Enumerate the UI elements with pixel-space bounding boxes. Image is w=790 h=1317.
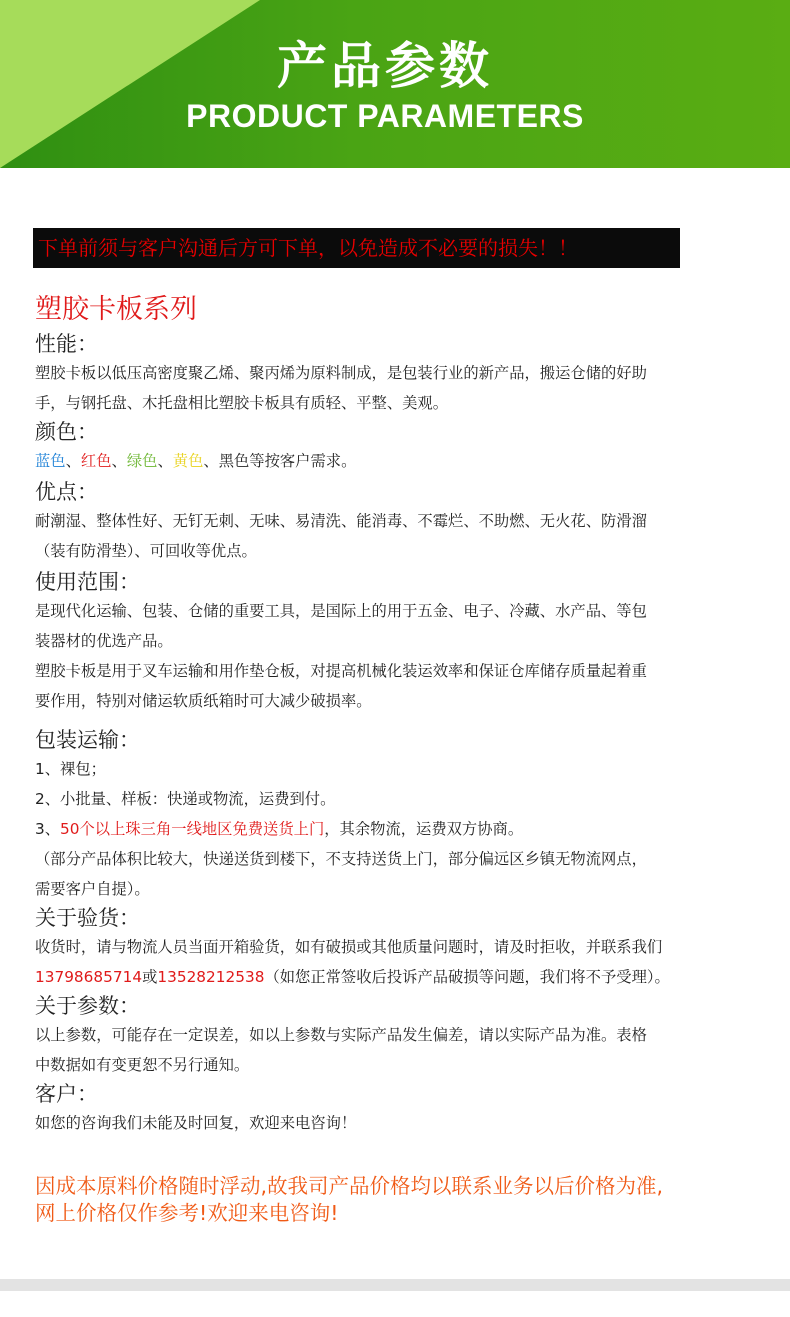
customer-text: 如您的咨询我们未能及时回复，欢迎来电咨询！ [35,1114,357,1132]
separator: 、 [157,452,173,470]
shipping-item-3-rest: ，其余物流，运费双方协商。 [324,820,524,838]
usage-heading: 使用范围： [35,570,140,594]
inspection-text-1: 收货时，请与物流人员当面开箱验货，如有破损或其他质量问题时，请及时拒收，并联系我们 [35,938,663,956]
advantages-text-2: （装有防滑垫）、可回收等优点。 [35,542,257,560]
shipping-heading: 包装运输： [35,728,140,752]
footer-divider [0,1279,790,1291]
performance-text-2: 手，与钢托盘、木托盘相比塑胶卡板具有质轻、平整、美观。 [35,394,449,412]
inspection-text-rest: （如您正常签收后投诉产品破损等问题，我们将不予受理）。 [264,968,670,986]
product-description [35,290,760,1138]
color-rest-text: 黑色等按客户需求。 [218,452,357,470]
shipping-note-2: 需要客户自提）。 [35,880,150,898]
page-subtitle: PRODUCT PARAMETERS [186,98,584,134]
shipping-item-3-prefix: 3、 [35,820,61,838]
usage-text-2: 装器材的优选产品。 [35,632,173,650]
spacer [35,716,760,726]
advantages-heading: 优点： [35,480,98,504]
advantages-text-1: 耐潮湿、整体性好、无钉无刺、无味、易清洗、能消毒、不霉烂、不助燃、无火花、防滑溜 [35,512,647,530]
separator: 、 [111,452,127,470]
phone-number-2[interactable]: 13528212538 [157,968,265,986]
color-yellow-label: 黄色 [172,452,204,470]
shipping-item-1: 1、裸包； [35,760,106,778]
shipping-note-1: （部分产品体积比较大，快递送货到楼下，不支持送货上门，部分偏远区乡镇无物流网点， [35,850,647,868]
price-disclaimer-line-2: 网上价格仅作参考!欢迎来电咨询! [35,1201,339,1225]
phone-number-1[interactable]: 13798685714 [35,968,143,986]
usage-text-3: 塑胶卡板是用于叉车运输和用作垫仓板，对提高机械化装运效率和保证仓库储存质量起着重 [35,662,647,680]
inspection-text-2 [35,962,760,992]
colors-text [35,446,760,476]
usage-text-1: 是现代化运输、包装、仓储的重要工具，是国际上的用于五金、电子、冷藏、水产品、等包 [35,602,647,620]
separator: 、 [65,452,81,470]
price-disclaimer [35,1173,765,1227]
order-warning-notice: 下单前须与客户沟通后方可下单，以免造成不必要的损失！！ [33,228,680,268]
params-text-2: 中数据如有变更恕不另行通知。 [35,1056,250,1074]
shipping-item-2: 2、小批量、样板：快递或物流，运费到付。 [35,790,336,808]
params-text-1: 以上参数，可能存在一定误差，如以上参数与实际产品发生偏差，请以实际产品为准。表格 [35,1026,647,1044]
color-green-label: 绿色 [126,452,158,470]
series-title: 塑胶卡板系列 [35,294,197,325]
free-delivery-highlight: 50个以上珠三角一线地区免费送货上门 [60,820,325,838]
color-blue-label: 蓝色 [35,452,66,470]
header-banner [0,0,790,168]
price-disclaimer-line-1: 因成本原料价格随时浮动,故我司产品价格均以联系业务以后价格为准, [35,1174,664,1198]
performance-heading: 性能： [35,332,98,356]
shipping-item-3 [35,814,760,844]
or-text: 或 [142,968,158,986]
performance-text-1: 塑胶卡板以低压高密度聚乙烯、聚丙烯为原料制成，是包装行业的新产品，搬运仓储的好助 [35,364,647,382]
page-title: 产品参数 [277,37,493,95]
inspection-heading: 关于验货： [35,906,140,930]
customer-heading: 客户： [35,1082,98,1106]
params-heading: 关于参数： [35,994,140,1018]
colors-heading: 颜色： [35,420,98,444]
color-red-label: 红色 [80,452,112,470]
separator: 、 [203,452,219,470]
usage-text-4: 要作用，特别对储运软质纸箱时可大减少破损率。 [35,692,372,710]
